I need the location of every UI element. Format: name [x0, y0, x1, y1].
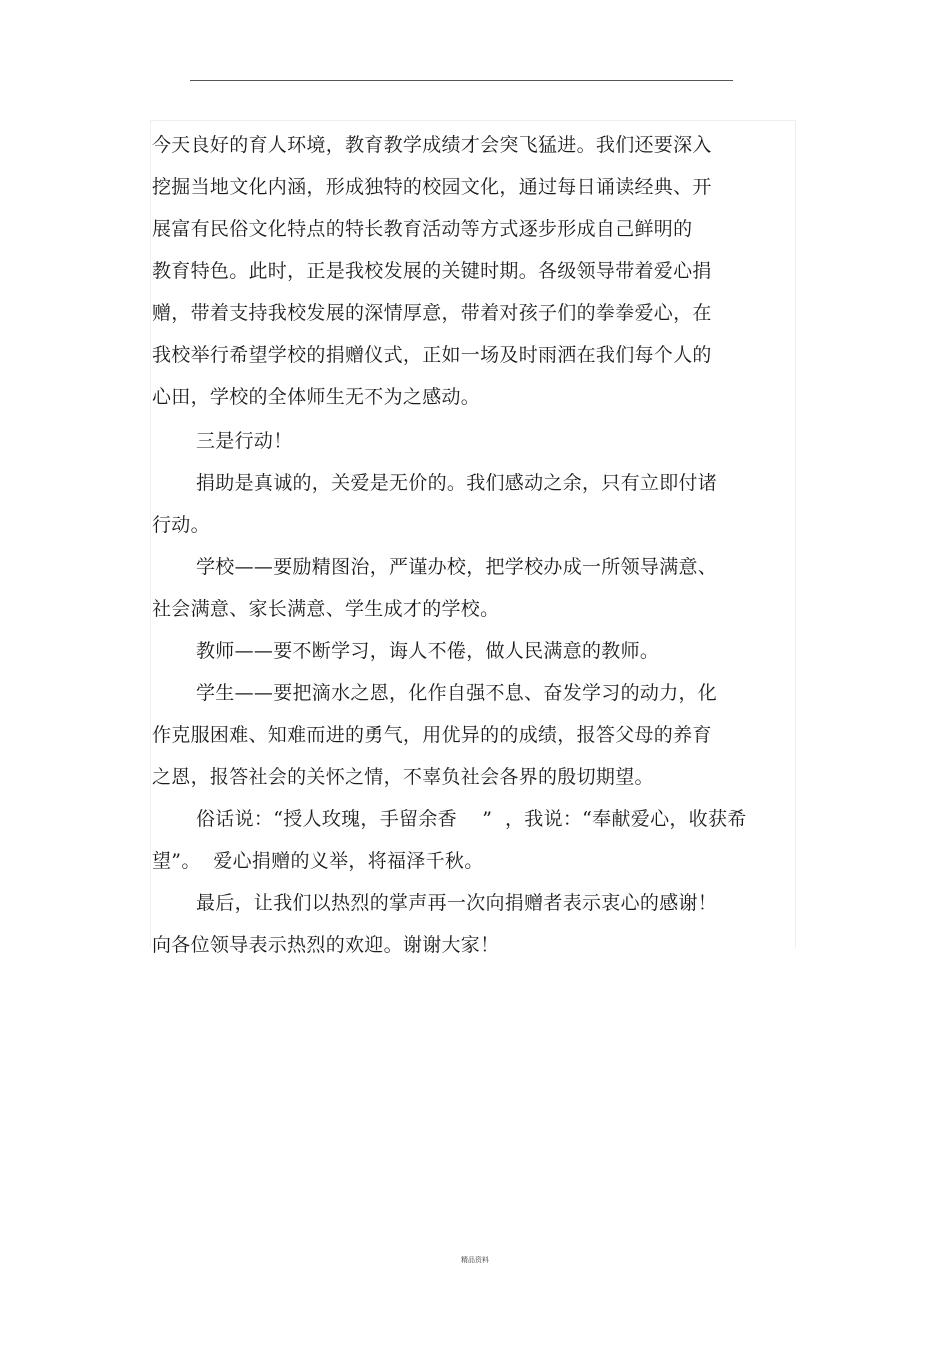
text-line: 我校举行希望学校的捐赠仪式，正如一场及时雨洒在我们每个人的 — [152, 344, 712, 366]
text-line: 今天良好的育人环境，教育教学成绩才会突飞猛进。我们还要深入 — [152, 134, 712, 156]
header-rule — [190, 80, 733, 81]
text-line: 望”。 爱心捐赠的义举，将福泽千秋。 — [152, 850, 484, 872]
text-line: 挖掘当地文化内涵，形成独特的校园文化，通过每日诵读经典、开 — [152, 176, 712, 198]
text-line: 社会满意、家长满意、学生成才的学校。 — [152, 598, 500, 620]
section-heading: 三是行动！ — [196, 430, 293, 452]
footer-note: 精品资料 — [461, 1256, 489, 1264]
text-line: 学校——要励精图治，严谨办校，把学校办成一所领导满意、 — [196, 556, 718, 578]
text-line: 行动。 — [152, 514, 210, 536]
text-line: 捐助是真诚的，关爱是无价的。我们感动之余，只有立即付诸 — [196, 472, 718, 494]
text-line: 教师——要不断学习，诲人不倦，做人民满意的教师。 — [196, 640, 660, 662]
text-line: 心田，学校的全体师生无不为之感动。 — [152, 386, 481, 408]
text-line: 之恩，报答社会的关怀之情，不辜负社会各界的殷切期望。 — [152, 766, 654, 788]
text-line: 最后，让我们以热烈的掌声再一次向捐赠者表示衷心的感谢！ — [196, 892, 718, 914]
text-line: 教育特色。此时，正是我校发展的关键时期。各级领导带着爱心捐 — [152, 260, 712, 282]
text-line: 赠，带着支持我校发展的深情厚意，带着对孩子们的拳拳爱心，在 — [152, 302, 712, 324]
text-line: 展富有民俗文化特点的特长教育活动等方式逐步形成自己鲜明的 — [152, 218, 693, 240]
text-line: 学生——要把滴水之恩，化作自强不息、奋发学习的动力，化 — [196, 682, 718, 704]
text-line: 俗话说：“授人玫瑰，手留余香 ” ，我说：“奉献爱心，收获希 — [196, 808, 747, 830]
text-line: 作克服困难、知难而进的勇气，用优异的的成绩，报答父母的养育 — [152, 724, 712, 746]
text-line: 向各位领导表示热烈的欢迎。谢谢大家！ — [152, 934, 500, 956]
